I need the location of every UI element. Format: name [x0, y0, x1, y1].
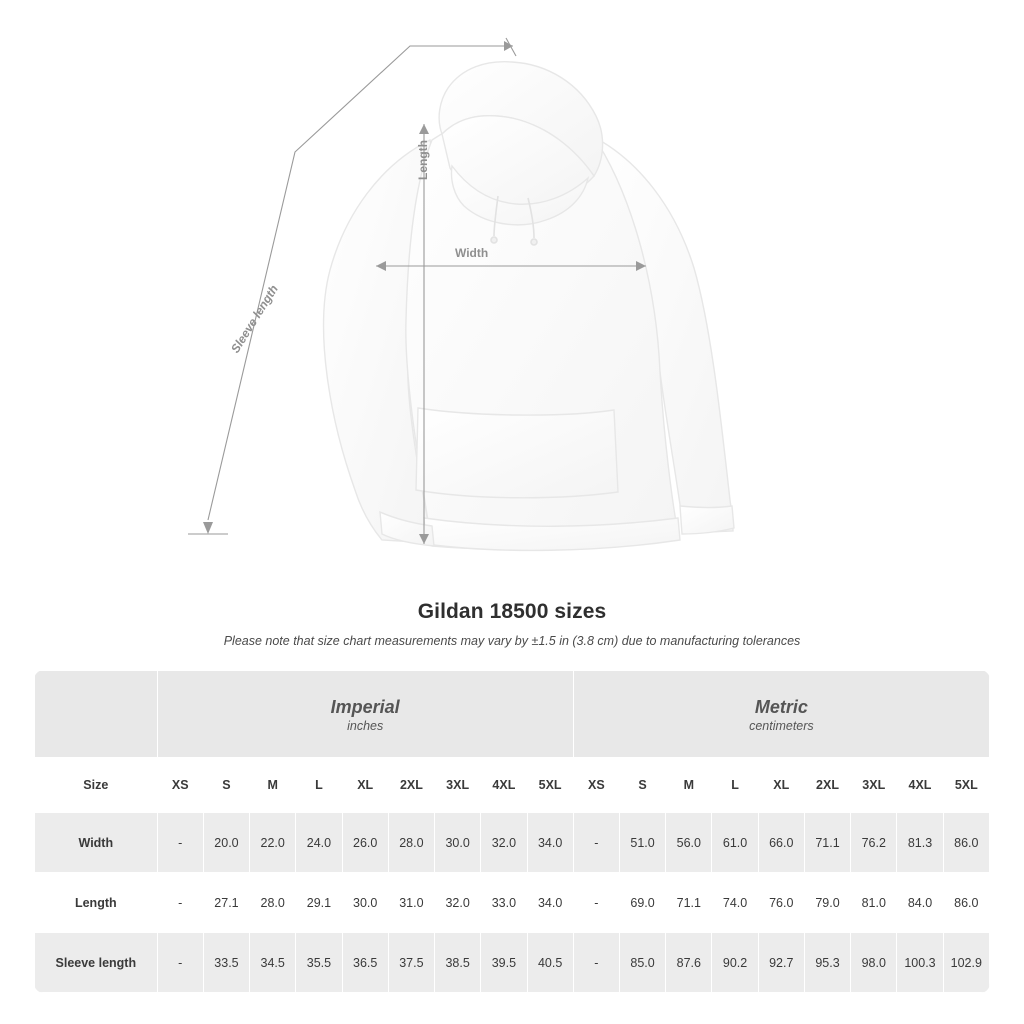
cell-metric-length-m: 71.1: [666, 873, 712, 933]
col-header-imperial-2xl: 2XL: [388, 758, 434, 813]
cell-imperial-width-xl: 26.0: [342, 813, 388, 873]
col-header-imperial-3xl: 3XL: [435, 758, 481, 813]
col-header-metric-5xl: 5XL: [943, 758, 989, 813]
system-imperial-name: Imperial: [330, 696, 400, 717]
cell-metric-sleeve-l: 90.2: [712, 933, 758, 993]
cell-metric-length-l: 74.0: [712, 873, 758, 933]
row-label-width: Width: [35, 813, 158, 873]
cell-metric-sleeve-xl: 92.7: [758, 933, 804, 993]
col-header-metric-m: M: [666, 758, 712, 813]
cell-metric-sleeve-3xl: 98.0: [851, 933, 897, 993]
table-corner: [35, 671, 158, 758]
system-metric-unit: centimeters: [749, 719, 814, 734]
cell-metric-sleeve-2xl: 95.3: [804, 933, 850, 993]
cell-metric-width-4xl: 81.3: [897, 813, 943, 873]
page-title: Gildan 18500 sizes: [417, 600, 607, 623]
system-header-row: [35, 671, 990, 758]
cell-imperial-sleeve-4xl: 39.5: [481, 933, 527, 993]
system-metric-name: Metric: [754, 696, 808, 717]
cell-metric-sleeve-5xl: 102.9: [943, 933, 989, 993]
width-label: Width: [455, 246, 489, 260]
length-label: Length: [416, 140, 430, 180]
title-block: [0, 600, 1024, 648]
cell-imperial-sleeve-xs: -: [157, 933, 203, 993]
table-row: [35, 933, 990, 993]
table-row: [35, 813, 990, 873]
cell-metric-width-l: 61.0: [712, 813, 758, 873]
cell-imperial-length-xl: 30.0: [342, 873, 388, 933]
system-metric: [573, 671, 989, 758]
cell-metric-length-s: 69.0: [619, 873, 665, 933]
cell-metric-width-m: 56.0: [666, 813, 712, 873]
cell-metric-width-xl: 66.0: [758, 813, 804, 873]
cell-imperial-width-s: 20.0: [203, 813, 249, 873]
cell-imperial-sleeve-m: 34.5: [250, 933, 296, 993]
col-header-imperial-xs: XS: [157, 758, 203, 813]
cell-imperial-sleeve-s: 33.5: [203, 933, 249, 993]
cell-imperial-width-4xl: 32.0: [481, 813, 527, 873]
cell-metric-sleeve-4xl: 100.3: [897, 933, 943, 993]
size-table-wrapper: [34, 670, 990, 993]
cell-metric-width-3xl: 76.2: [851, 813, 897, 873]
table-row: [35, 873, 990, 933]
cell-imperial-sleeve-xl: 36.5: [342, 933, 388, 993]
cell-metric-length-2xl: 79.0: [804, 873, 850, 933]
cell-imperial-width-xs: -: [157, 813, 203, 873]
col-header-imperial-xl: XL: [342, 758, 388, 813]
cell-imperial-length-xs: -: [157, 873, 203, 933]
cell-metric-length-xs: -: [573, 873, 619, 933]
cell-metric-width-2xl: 71.1: [804, 813, 850, 873]
cell-metric-width-s: 51.0: [619, 813, 665, 873]
cell-imperial-length-s: 27.1: [203, 873, 249, 933]
col-header-metric-3xl: 3XL: [851, 758, 897, 813]
col-header-imperial-l: L: [296, 758, 342, 813]
cell-imperial-sleeve-5xl: 40.5: [527, 933, 573, 993]
cell-metric-sleeve-s: 85.0: [619, 933, 665, 993]
tolerance-note: Please note that size chart measurements may vary by ±1.5 in (3.8 cm) due to manufacturing tolerances: [223, 634, 801, 648]
cell-metric-length-5xl: 86.0: [943, 873, 989, 933]
cell-metric-length-3xl: 81.0: [851, 873, 897, 933]
cell-metric-sleeve-xs: -: [573, 933, 619, 993]
cell-metric-length-4xl: 84.0: [897, 873, 943, 933]
col-header-imperial-s: S: [203, 758, 249, 813]
system-imperial: [157, 671, 573, 758]
col-header-metric-l: L: [712, 758, 758, 813]
row-label-length: Length: [35, 873, 158, 933]
cell-imperial-length-5xl: 34.0: [527, 873, 573, 933]
col-header-metric-s: S: [619, 758, 665, 813]
cell-imperial-length-4xl: 33.0: [481, 873, 527, 933]
row-label-sleeve-length: Sleeve length: [35, 933, 158, 993]
col-header-imperial-m: M: [250, 758, 296, 813]
cell-imperial-sleeve-l: 35.5: [296, 933, 342, 993]
cell-metric-width-xs: -: [573, 813, 619, 873]
size-table: [34, 670, 990, 993]
cell-metric-length-xl: 76.0: [758, 873, 804, 933]
cell-imperial-sleeve-2xl: 37.5: [388, 933, 434, 993]
cell-imperial-width-l: 24.0: [296, 813, 342, 873]
col-header-imperial-5xl: 5XL: [527, 758, 573, 813]
system-imperial-unit: inches: [347, 719, 384, 734]
cell-imperial-sleeve-3xl: 38.5: [435, 933, 481, 993]
cell-imperial-length-2xl: 31.0: [388, 873, 434, 933]
cell-imperial-width-2xl: 28.0: [388, 813, 434, 873]
cell-imperial-length-m: 28.0: [250, 873, 296, 933]
col-header-metric-2xl: 2XL: [804, 758, 850, 813]
cell-imperial-length-l: 29.1: [296, 873, 342, 933]
col-header-metric-4xl: 4XL: [897, 758, 943, 813]
col-header-metric-xl: XL: [758, 758, 804, 813]
cell-imperial-width-5xl: 34.0: [527, 813, 573, 873]
sleeve-length-label: Sleeve length: [228, 282, 281, 356]
size-header-row: [35, 758, 990, 813]
cell-metric-width-5xl: 86.0: [943, 813, 989, 873]
col-header-imperial-4xl: 4XL: [481, 758, 527, 813]
cell-imperial-width-3xl: 30.0: [435, 813, 481, 873]
cell-imperial-width-m: 22.0: [250, 813, 296, 873]
size-header-label: Size: [35, 758, 158, 813]
col-header-metric-xs: XS: [573, 758, 619, 813]
cell-metric-sleeve-m: 87.6: [666, 933, 712, 993]
cell-imperial-length-3xl: 32.0: [435, 873, 481, 933]
